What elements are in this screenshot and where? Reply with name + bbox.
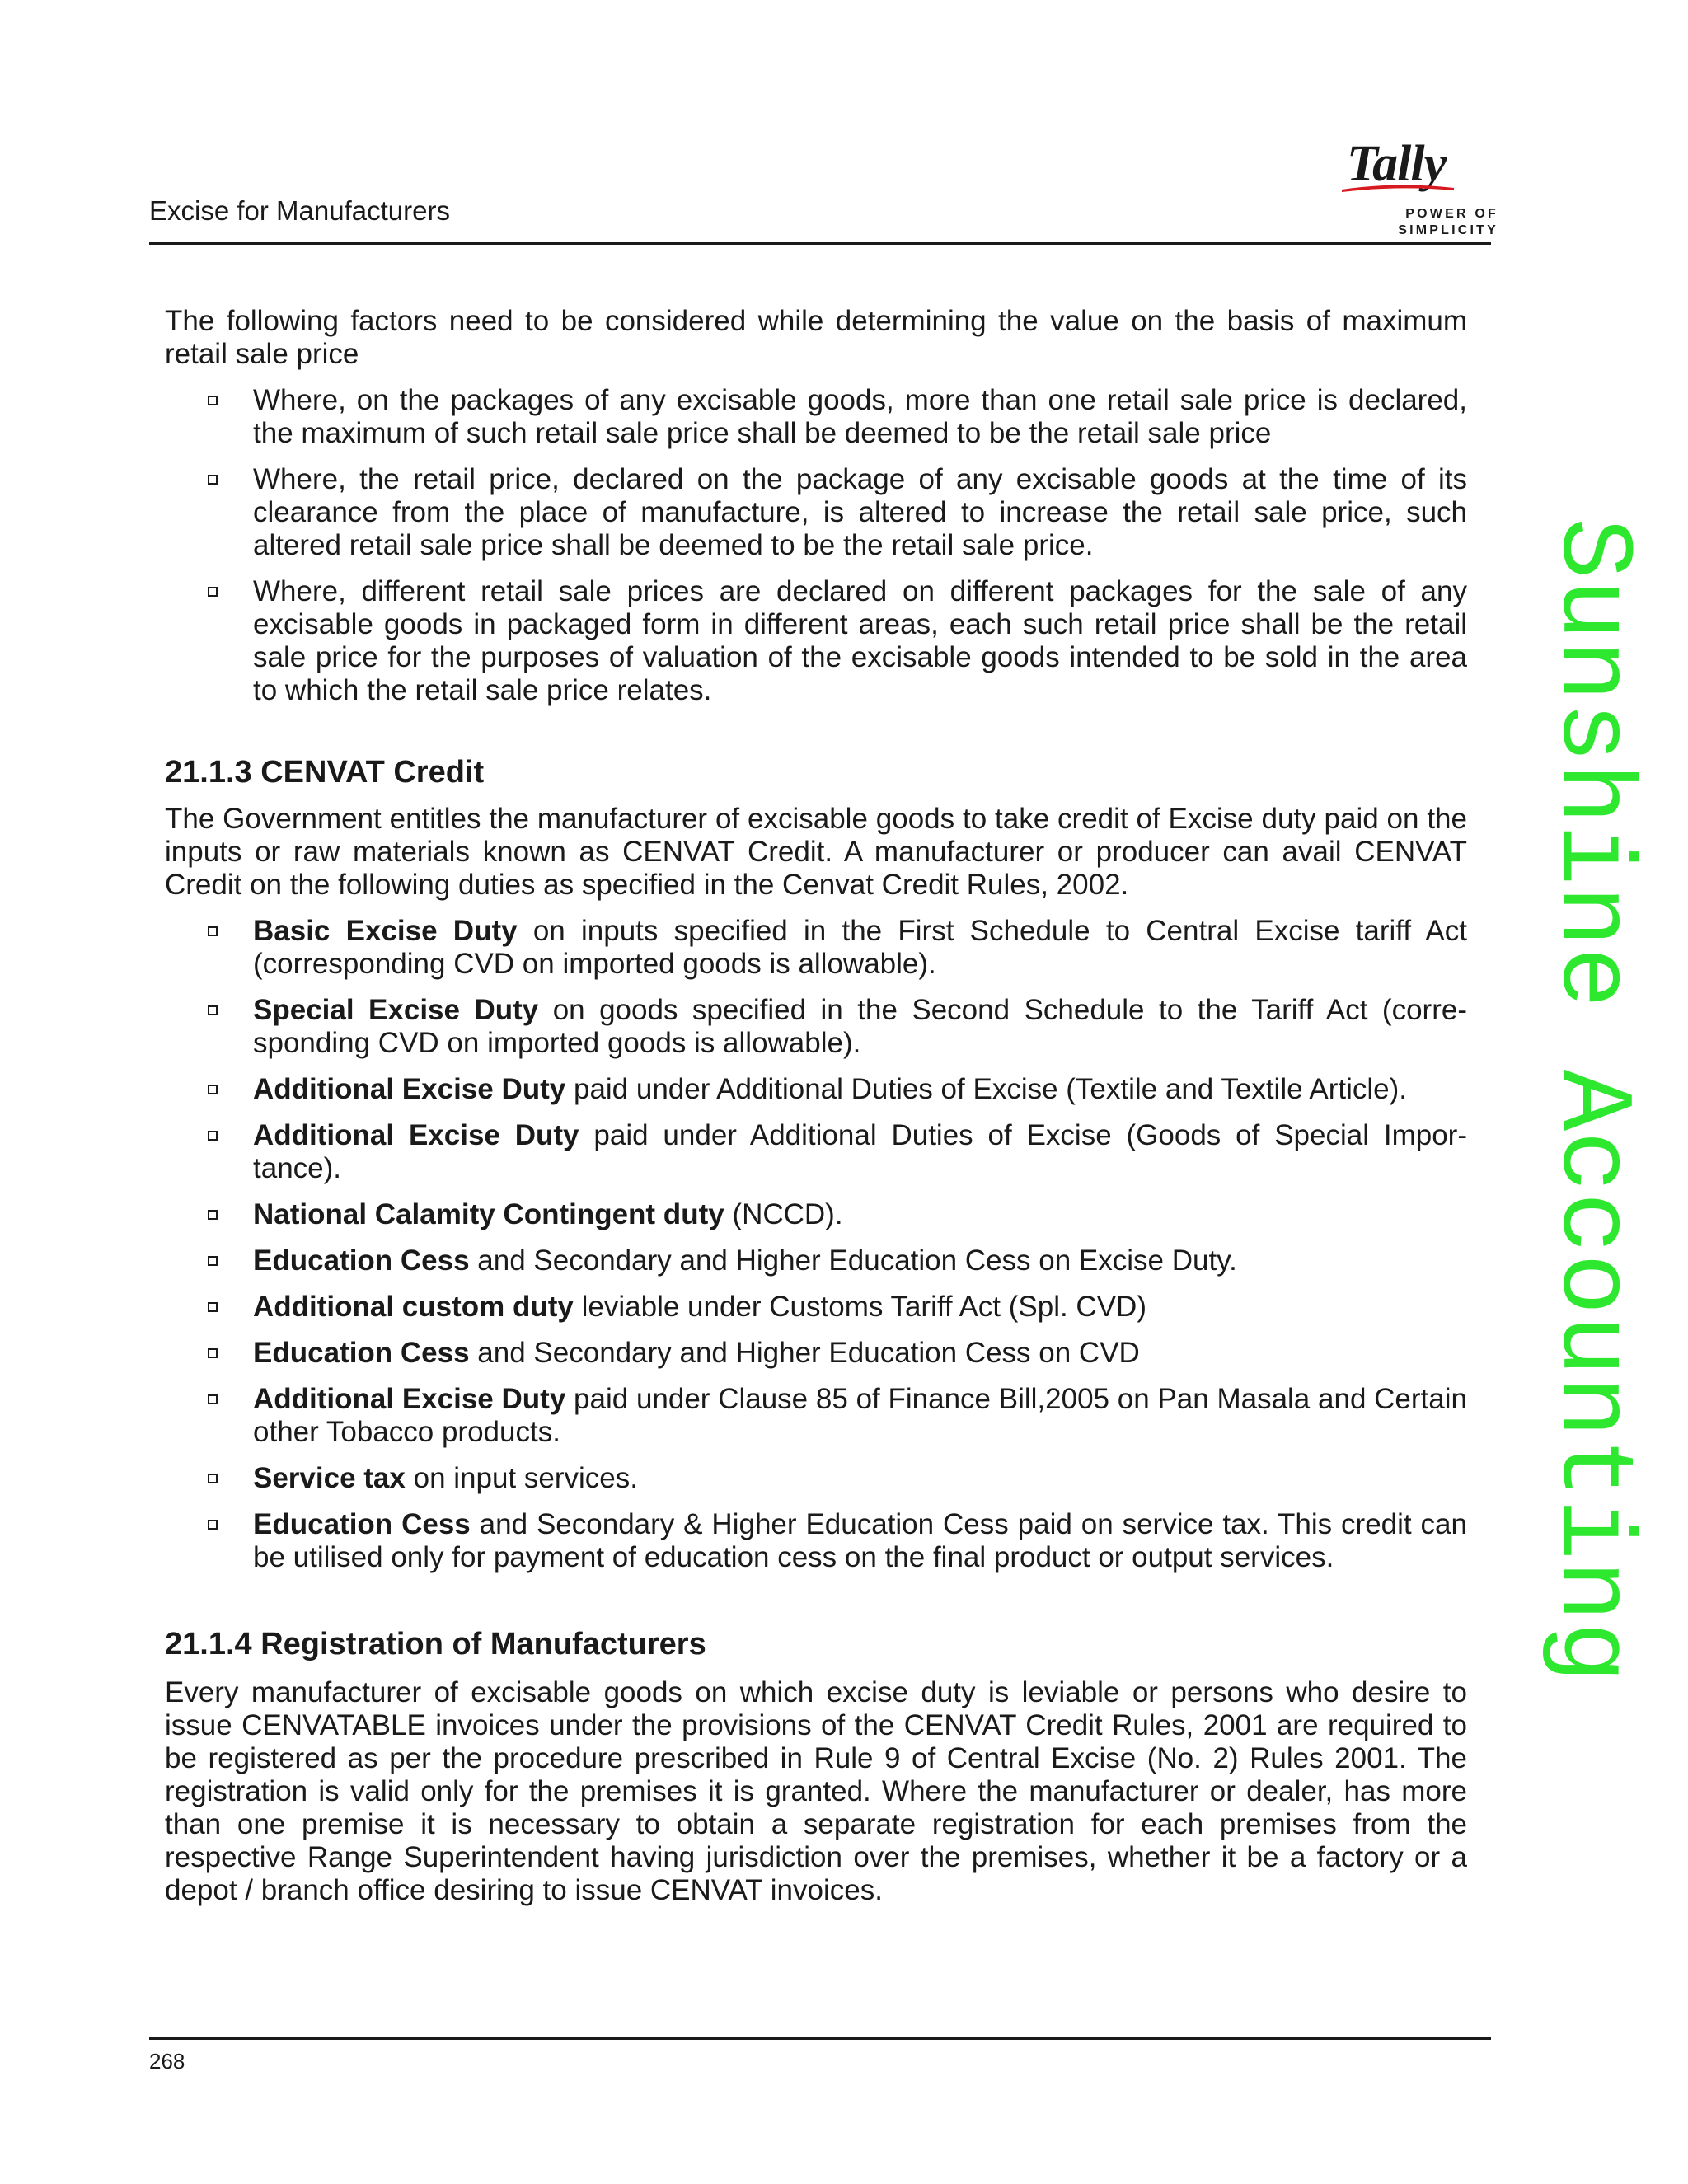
square-bullet-icon [208, 1302, 218, 1312]
square-bullet-icon [208, 1210, 218, 1220]
bullet-text: and Secondary and Higher Education Cess on CVD [469, 1337, 1140, 1369]
bullet-bold-term: Education Cess [253, 1244, 470, 1277]
bullet-text: Where, different retail sale prices are declared on different packages for the sale of any excisable goods in packaged form in different areas, each such retail price shall be the retail sale price for the purposes of valuation of the excisable goods intended to be sold in the area to which the retail sale price relates. [253, 575, 1467, 706]
bullet-item [165, 575, 1467, 707]
square-bullet-icon [208, 1005, 218, 1015]
bullet-text: paid under Clause 85 of Finance Bill,2005 on Pan Masala and Certain other Tobacco products. [253, 1383, 1467, 1448]
bullet-text: on goods specified in the Second Schedule to the Tariff Act (corre-sponding CVD on imported goods is allowable). [253, 994, 1467, 1059]
intro-paragraph: The following factors need to be considered while determining the value on the basis of maximum retail sale price [165, 305, 1467, 370]
square-bullet-icon [208, 1520, 218, 1530]
bullet-item [165, 1383, 1467, 1449]
bullet-text: and Secondary and Higher Education Cess on Excise Duty. [469, 1244, 1237, 1277]
watermark [1533, 474, 1648, 1727]
bullet-bold-term: Additional Excise Duty [253, 1073, 566, 1105]
square-bullet-icon [208, 1085, 218, 1094]
footer-rule [149, 2037, 1491, 2040]
section-heading-cenvat-credit: 21.1.3 CENVAT Credit [165, 755, 485, 790]
bullet-text: leviable under Customs Tariff Act (Spl. CVD) [573, 1291, 1146, 1323]
bullet-bold-term: Special Excise Duty [253, 994, 539, 1026]
bullet-item [165, 1508, 1467, 1574]
bullet-text: on inputs specified in the First Schedule to Central Excise tariff Act (corresponding CVD on imported goods is allowable). [253, 915, 1467, 980]
cenvat-paragraph: The Government entitles the manufacturer of excisable goods to take credit of Excise duty paid on the inputs or raw materials known as CENVAT Credit. A manufacturer or producer can avail CENVAT Credit on the following duties as specified in the Cenvat Credit Rules, 2002. [165, 803, 1467, 901]
watermark-text: Sunshine Accounting [1533, 518, 1648, 1683]
bullet-text: Where, the retail price, declared on the package of any excisable goods at the time of its clearance from the place of manufacture, is altered to increase the retail sale price, such altered retail sale price shall be deemed to be the retail sale price. [253, 463, 1467, 561]
bullet-item [165, 994, 1467, 1060]
logo-swoosh-icon [1340, 183, 1456, 193]
section-heading-registration: 21.1.4 Registration of Manufacturers [165, 1627, 706, 1661]
bullet-item [165, 1119, 1467, 1185]
square-bullet-icon [208, 475, 218, 485]
header-rule [149, 242, 1491, 245]
bullet-item [165, 1073, 1467, 1106]
bullet-text: and Secondary & Higher Education Cess paid on service tax. This credit can be utilised only for payment of education cess on the final product or output services. [253, 1508, 1467, 1573]
bullet-bold-term: Service tax [253, 1462, 406, 1494]
bullet-text: Where, on the packages of any excisable goods, more than one retail sale price is declared, the maximum of such retail sale price shall be deemed to be the retail sale price [253, 384, 1467, 449]
registration-paragraph: Every manufacturer of excisable goods on which excise duty is leviable or persons who desire to issue CENVATABLE invoices under the provisions of the CENVAT Credit Rules, 2001 are required to be registered as per the procedure prescribed in Rule 9 of Central Excise (No. 2) Rules 2001. The registration is valid only for the premises it is granted. Where the manufacturer or dealer, has more than one premise it is necessary to obtain a separate registration for each premises from the respective Range Superintendent having jurisdiction over the premises, whether it be a factory or a depot / branch office desiring to issue CENVAT invoices. [165, 1676, 1467, 1906]
bullet-item [165, 1291, 1467, 1324]
bullet-item [165, 915, 1467, 981]
square-bullet-icon [208, 926, 218, 936]
bullet-item [165, 1337, 1467, 1370]
running-header-title: Excise for Manufacturers [149, 195, 450, 226]
page-number: 268 [149, 2049, 185, 2074]
page-body [165, 305, 1467, 1907]
logo-wordmark: Tally [1347, 136, 1447, 192]
square-bullet-icon [208, 1256, 218, 1266]
bullet-item [165, 384, 1467, 450]
bullet-bold-term: National Calamity Contingent duty [253, 1198, 724, 1230]
logo-tagline: POWER OF SIMPLICITY [1398, 207, 1498, 237]
tally-logo [1304, 136, 1498, 237]
bullet-item [165, 463, 1467, 562]
square-bullet-icon [208, 396, 218, 405]
intro-bullet-list [165, 384, 1467, 707]
bullet-text: paid under Additional Duties of Excise (Textile and Textile Article). [565, 1073, 1407, 1105]
bullet-item [165, 1244, 1467, 1277]
square-bullet-icon [208, 587, 218, 597]
square-bullet-icon [208, 1474, 218, 1483]
bullet-bold-term: Additional Excise Duty [253, 1383, 566, 1415]
bullet-item [165, 1462, 1467, 1495]
bullet-bold-term: Additional custom duty [253, 1291, 574, 1323]
square-bullet-icon [208, 1394, 218, 1404]
bullet-bold-term: Education Cess [253, 1508, 471, 1540]
bullet-text: on input services. [405, 1462, 638, 1494]
bullet-text: paid under Additional Duties of Excise (Goods of Special Impor-tance). [253, 1119, 1467, 1184]
cenvat-bullet-list [165, 915, 1467, 1574]
square-bullet-icon [208, 1348, 218, 1358]
bullet-bold-term: Education Cess [253, 1337, 470, 1369]
square-bullet-icon [208, 1131, 218, 1141]
bullet-text: (NCCD). [724, 1198, 843, 1230]
bullet-bold-term: Basic Excise Duty [253, 915, 518, 947]
bullet-bold-term: Additional Excise Duty [253, 1119, 579, 1151]
bullet-item [165, 1198, 1467, 1231]
